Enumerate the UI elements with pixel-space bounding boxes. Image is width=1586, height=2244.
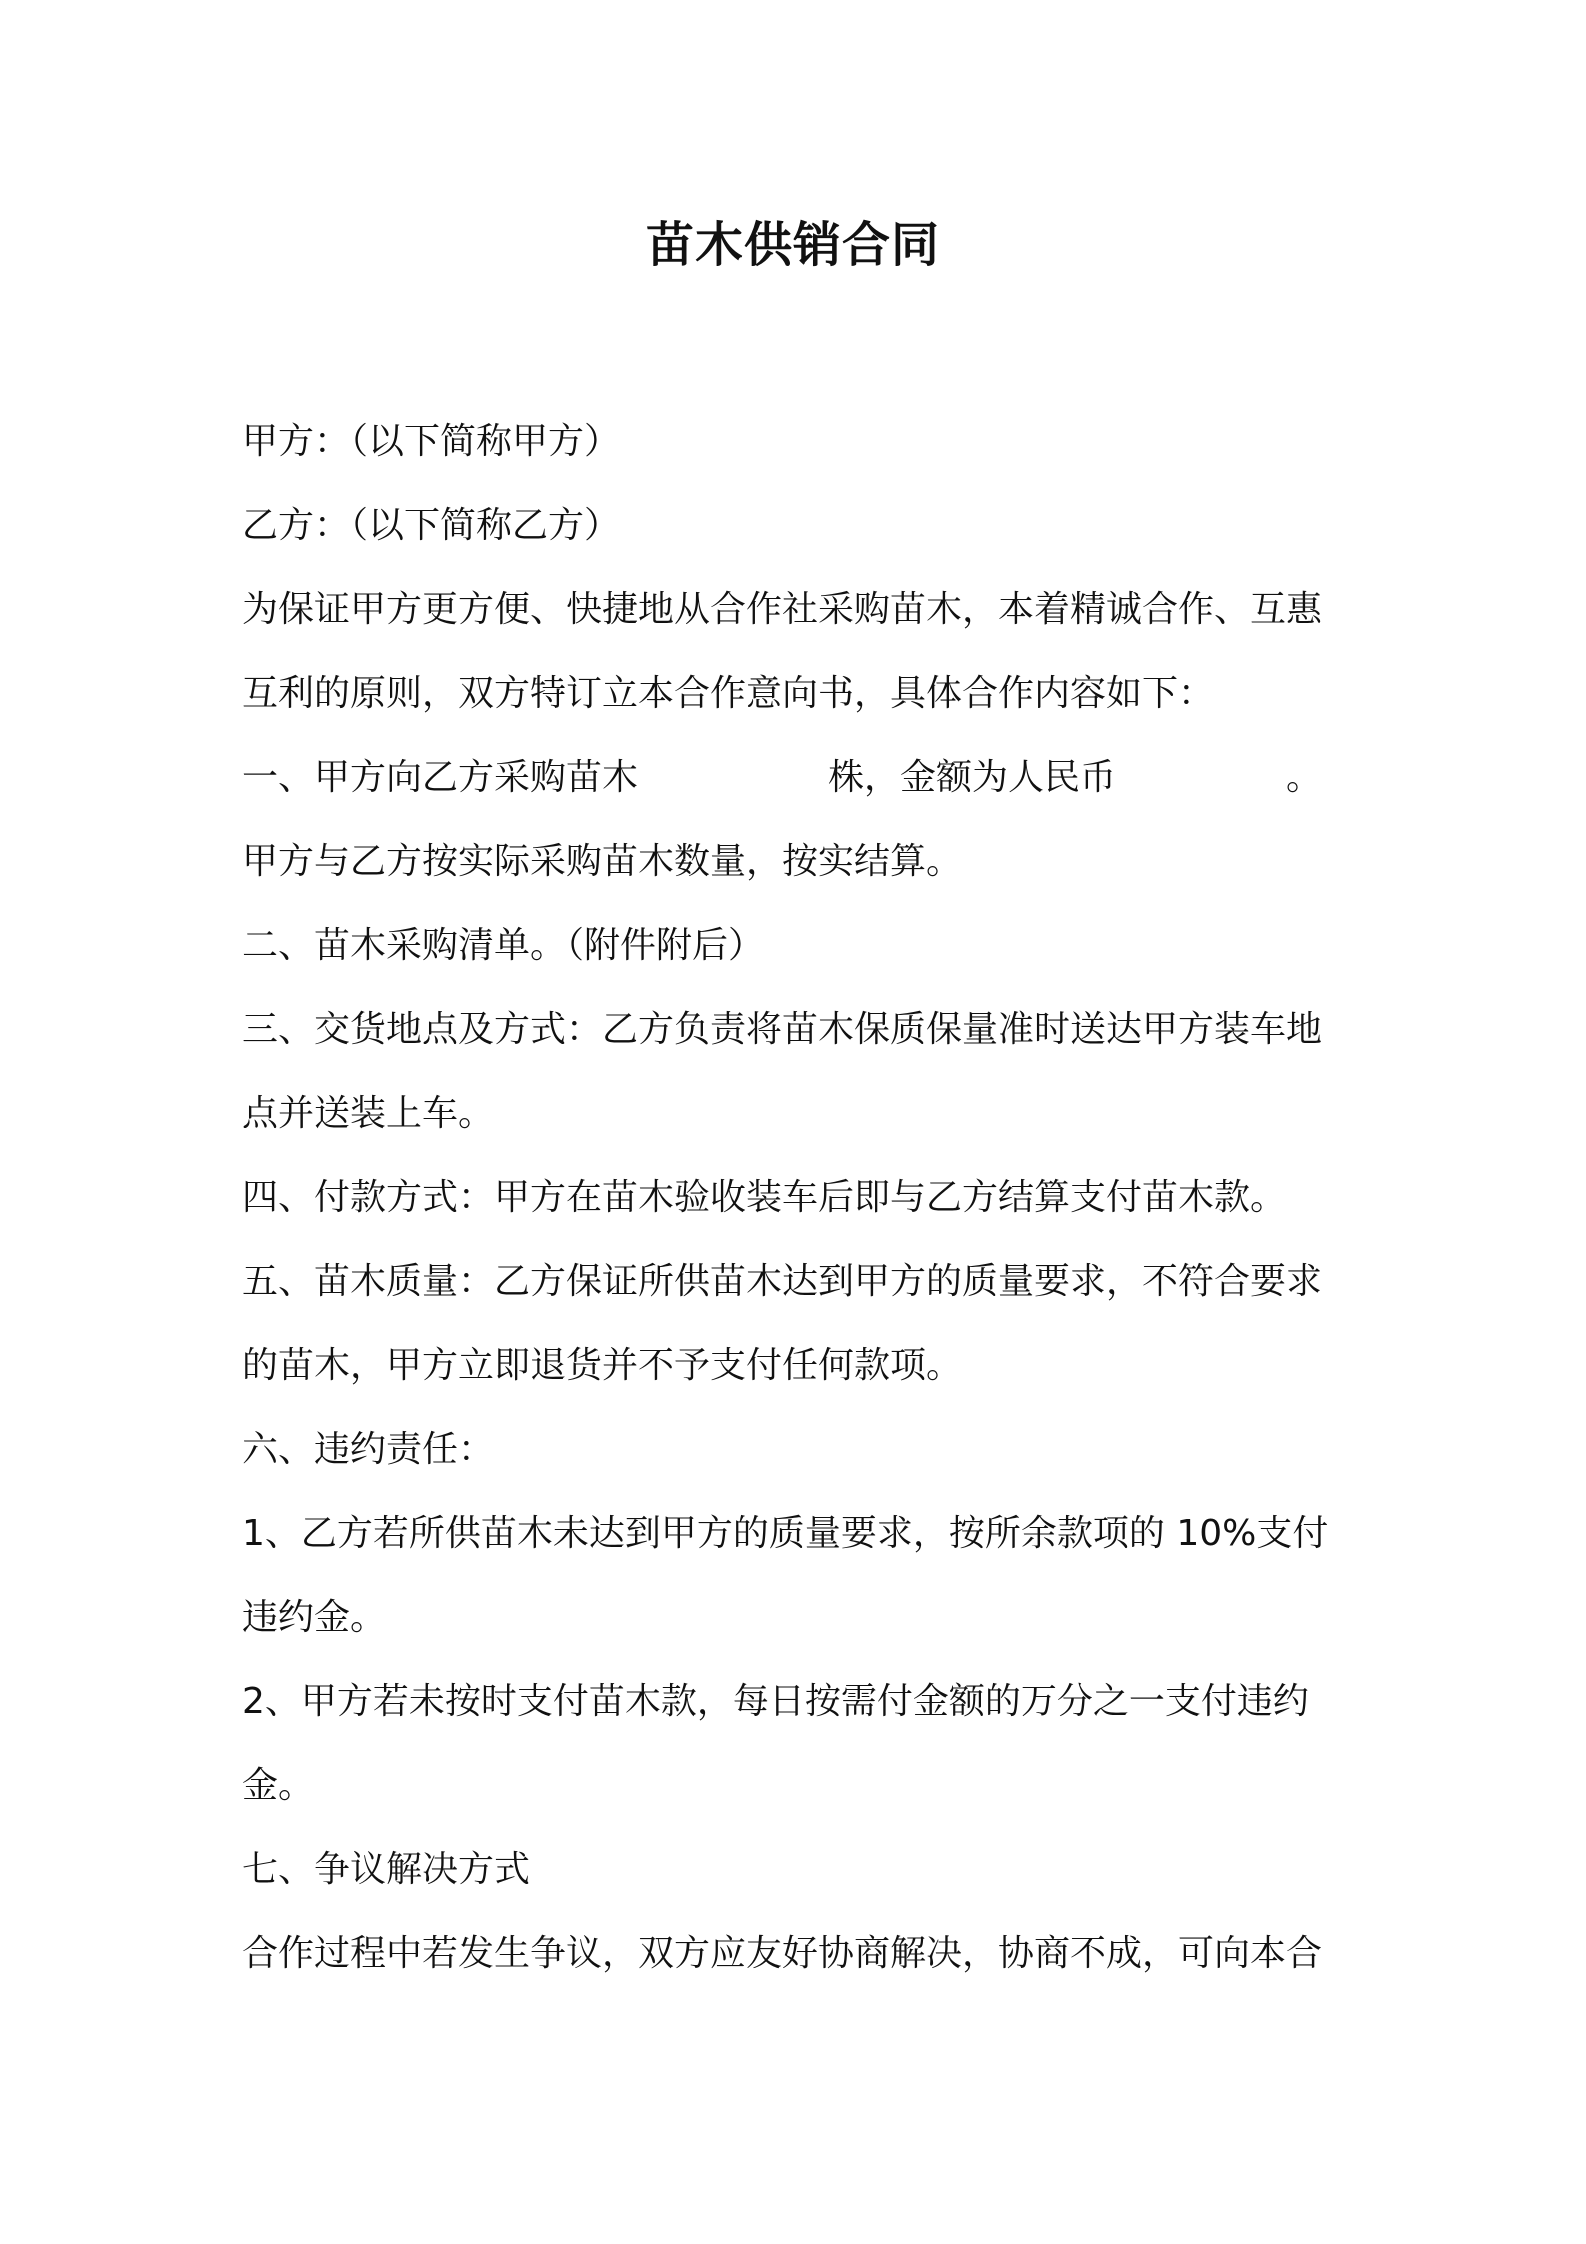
intro-line-1: 为保证甲方更方便、快捷地从合作社采购苗木，本着精诚合作、互惠 bbox=[242, 589, 1323, 630]
clause-6-item-1-line-2: 违约金。 bbox=[242, 1597, 387, 1638]
clause-1-line-2: 甲方与乙方按实际采购苗木数量，按实结算。 bbox=[242, 841, 963, 882]
clause-4-line: 四、付款方式：甲方在苗木验收装车后即与乙方结算支付苗木款。 bbox=[242, 1177, 1287, 1218]
clause-3-line-2: 点并送装上车。 bbox=[242, 1093, 495, 1134]
clause-6-item-2-line-1: 2、甲方若未按时支付苗木款，每日按需付金额的万分之一支付违约 bbox=[242, 1681, 1309, 1722]
clause-1-text-c: 。 bbox=[1286, 757, 1323, 798]
clause-6-item-1-line-1: 1、乙方若所供苗木未达到甲方的质量要求，按所余款项的 10%支付 bbox=[242, 1513, 1329, 1554]
clause-5-line-1: 五、苗木质量：乙方保证所供苗木达到甲方的质量要求，不符合要求 bbox=[242, 1261, 1323, 1302]
clause-7-heading: 七、争议解决方式 bbox=[242, 1849, 531, 1890]
document-body bbox=[242, 400, 1352, 1996]
clause-5-line-2: 的苗木，甲方立即退货并不予支付任何款项。 bbox=[242, 1345, 963, 1386]
party-a-line: 甲方：（以下简称甲方） bbox=[242, 421, 621, 462]
clause-6-heading: 六、违约责任： bbox=[242, 1429, 495, 1470]
clause-1-text-a: 一、甲方向乙方采购苗木 bbox=[242, 757, 639, 798]
clause-2-line: 二、苗木采购清单。（附件附后） bbox=[242, 925, 765, 966]
clause-1-text-b: 株，金额为人民币 bbox=[828, 757, 1117, 798]
intro-line-2: 互利的原则，双方特订立本合作意向书，具体合作内容如下： bbox=[242, 673, 1215, 714]
party-b-line: 乙方：（以下简称乙方） bbox=[242, 505, 621, 546]
clause-3-line-1: 三、交货地点及方式：乙方负责将苗木保质保量准时送达甲方装车地 bbox=[242, 1009, 1323, 1050]
clause-6-item-2-line-2: 金。 bbox=[242, 1765, 315, 1806]
document-title: 苗木供销合同 bbox=[645, 217, 940, 273]
clause-1-line-1 bbox=[242, 736, 1352, 820]
clause-7-line-1: 合作过程中若发生争议，双方应友好协商解决，协商不成，可向本合 bbox=[242, 1933, 1323, 1974]
